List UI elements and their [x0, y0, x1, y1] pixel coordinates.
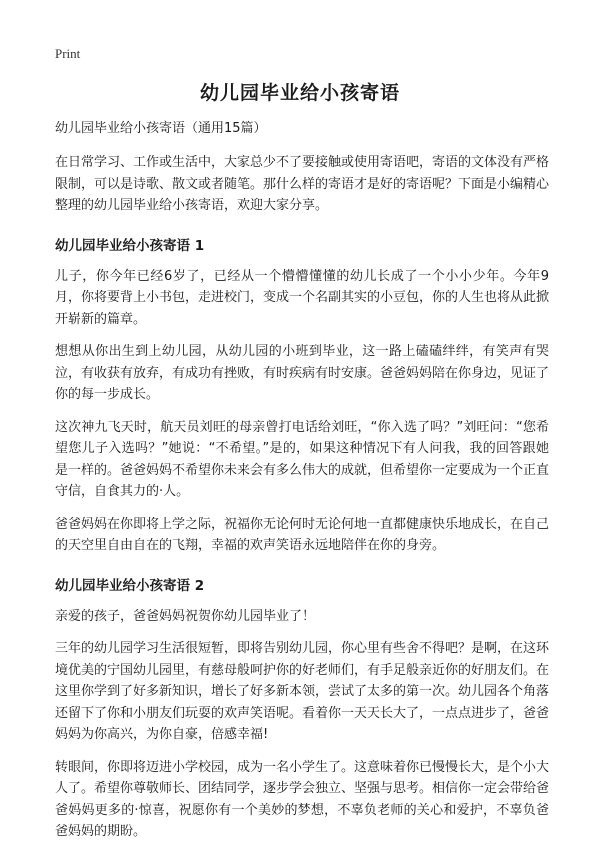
section-heading-2: 幼儿园毕业给小孩寄语 2 [55, 577, 205, 594]
paragraph: 儿子，你今年已经6岁了，已经从一个懵懵懂懂的幼儿长成了一个小小少年。今年9月，你将要背上小书包，走进校门，变成一个名副其实的小豆包，你的人生也将从此掀开崭新的篇章。 [55, 268, 550, 327]
paragraph: 三年的幼儿园学习生活很短暂，即将告别幼儿园，你心里有些舍不得吧？是啊，在这环境优美的宁国幼儿园里，有慈母般呵护你的好老师们，有手足般亲近你的好朋友们。在这里你学到了好多新知识，增长了好多新本领，尝试了太多的第一次。幼儿园各个角落还留下了你和小朋友们玩耍的欢声笑语呢。看着你一天天长大了，一点点进步了，爸爸妈妈为你高兴，为你自豪，倍感幸福! [55, 641, 550, 742]
page-title: 幼儿园毕业给小孩寄语 [199, 82, 400, 104]
paragraph: 这次神九飞天时，航天员刘旺的母亲曾打电话给刘旺，“你入选了吗？”刘旺问：“您希望您儿子入选吗？”她说：“不希望。”是的，如果这种情况下有人问我，我的回答跟她是一样的。爸爸妈妈不希望你未来会有多么伟大的成就，但希望你一定要成为一个正直守信，自食其力的·人。 [55, 419, 550, 499]
article-body [55, 120, 549, 854]
section-heading-1: 幼儿园毕业给小孩寄语 1 [55, 237, 205, 254]
intro-paragraph: 在日常学习、工作或生活中，大家总少不了要接触或使用寄语吧，寄语的文体没有严格限制，可以是诗歌、散文或者随笔。那什么样的寄语才是好的寄语呢？下面是小编精心整理的幼儿园毕业给小孩寄语，欢迎大家分享。 [55, 155, 550, 213]
paragraph: 爸爸妈妈在你即将上学之际，祝福你无论何时无论何地一直都健康快乐地成长，在自己的天空里自由自在的飞翔，幸福的欢声笑语永远地陪伴在你的身旁。 [55, 516, 550, 553]
subtitle: 幼儿园毕业给小孩寄语（通用15篇） [55, 121, 267, 136]
print-link[interactable]: Print [55, 46, 81, 61]
paragraph: 亲爱的孩子，爸爸妈妈祝贺你幼儿园毕业了！ [55, 608, 316, 624]
paragraph: 转眼间，你即将迈进小学校园，成为一名小学生了。这意味着你已慢慢长大，是个小大人了。希望你尊敬师长、团结同学，逐步学会独立、坚强与思考。相信你一定会带给爸爸妈妈更多的·惊喜，祝愿你有一个美妙的梦想，不辜负老师的关心和爱护，不辜负爸爸妈妈的期盼。 [55, 759, 550, 839]
paragraph: 想想从你出生到上幼儿园，从幼儿园的小班到毕业，这一路上磕磕绊绊，有笑声有哭泣，有收获有放弃，有成功有挫败，有时疾病有时安康。爸爸妈妈陪在你身边，见证了你的每一步成长。 [55, 344, 550, 402]
